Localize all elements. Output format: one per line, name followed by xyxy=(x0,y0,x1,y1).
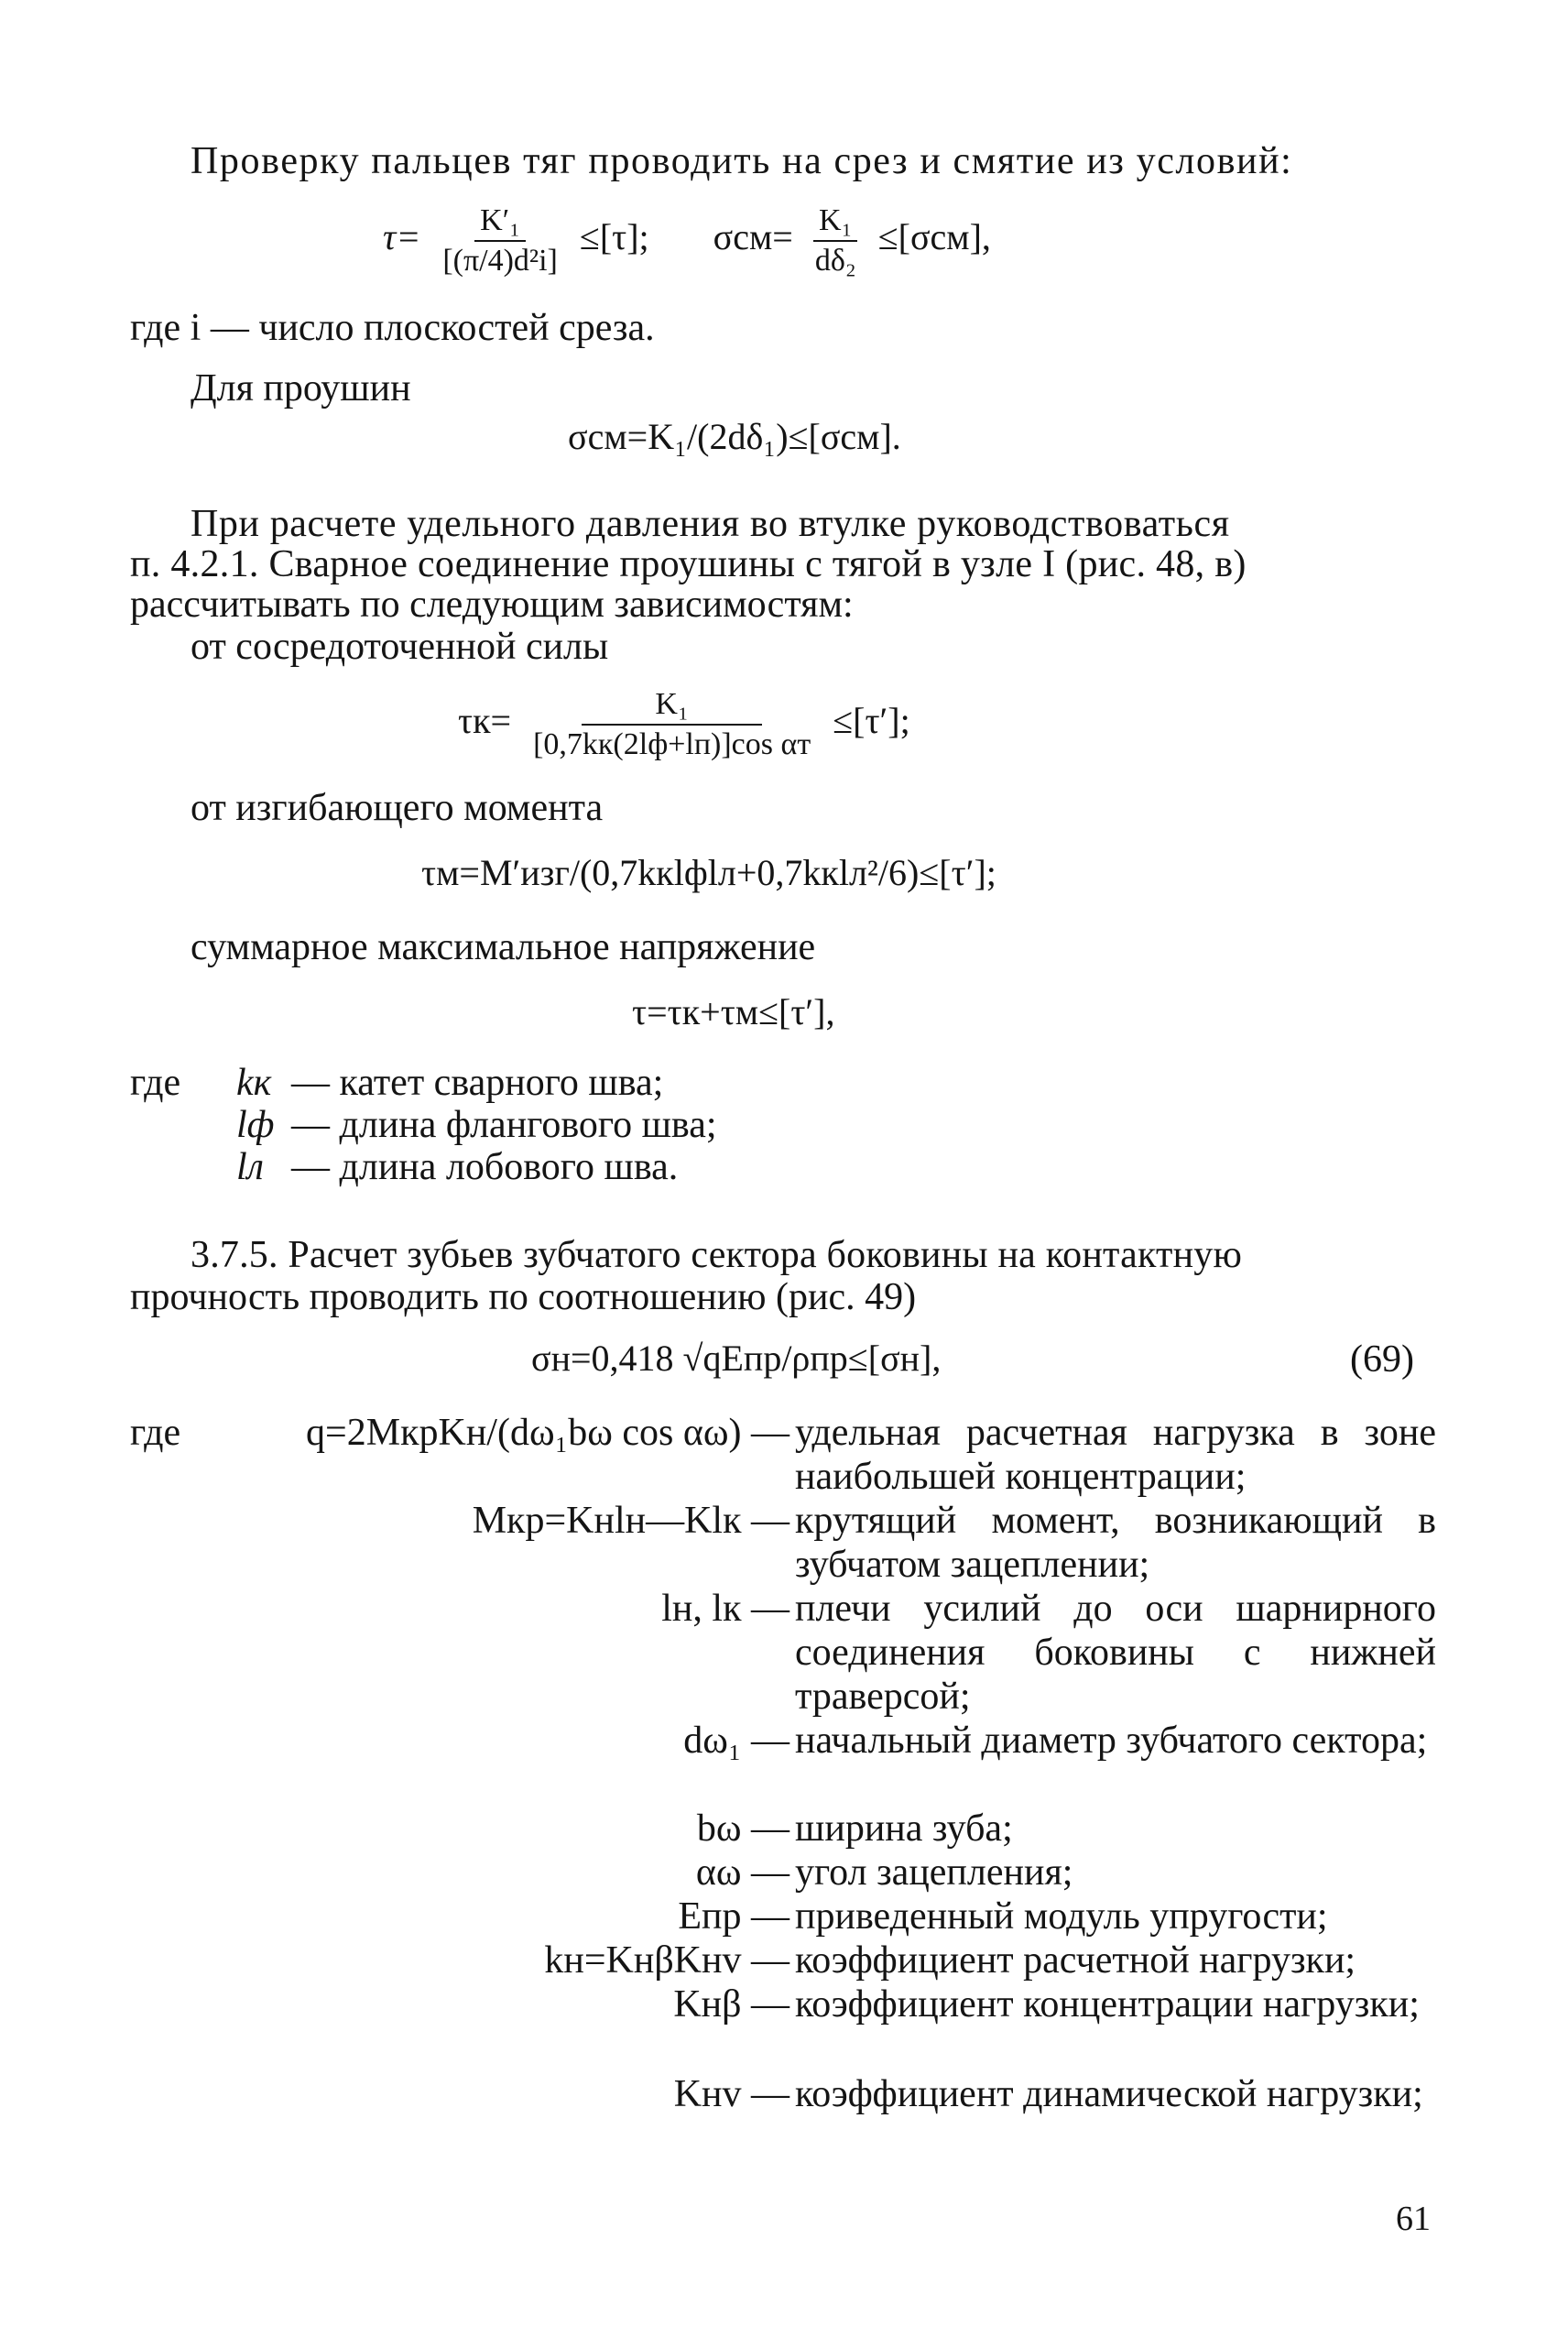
def-modulus-text: приведенный модуль упругости; xyxy=(795,1895,1328,1938)
bending-moment-label: от изгибающего момента xyxy=(191,787,604,829)
formula-shear-relation: ≤[τ]; xyxy=(579,216,649,258)
def-modulus-symbol: Eпр — xyxy=(678,1895,789,1938)
def-flank-text: — длина флангового шва; xyxy=(291,1104,717,1146)
def-concentration-symbol: Kнβ — xyxy=(673,1983,789,2026)
def-frontal-text: — длина лобового шва. xyxy=(291,1146,679,1188)
formula-lugs: σсм=K₁/(2dδ₁)≤[σсм]. xyxy=(568,416,901,457)
def-diameter-text: начальный диаметр зубчатого сектора; xyxy=(795,1720,1428,1762)
def-weld-leg-symbol: kк xyxy=(236,1062,272,1104)
formula-shear-numerator: K′₁ xyxy=(474,203,526,242)
def-load-factor-text: коэффициент расчетной нагрузки; xyxy=(795,1939,1356,1982)
formula-crush-fraction xyxy=(810,203,862,278)
lugs-label: Для проушин xyxy=(191,367,411,410)
def-angle-symbol: αω — xyxy=(695,1851,789,1894)
def-weld-leg-text: — катет сварного шва; xyxy=(291,1062,664,1104)
section-3-7-5-line-1: 3.7.5. Расчет зубьев зубчатого сектора боковины на контактную xyxy=(191,1234,1243,1276)
section-3-7-5-line-2: прочность проводить по соотношению (рис. 49) xyxy=(130,1276,917,1318)
formula-shear xyxy=(383,203,991,278)
def-mkr-text: крутящий момент, возникающий в зубчатом зацеплении; xyxy=(795,1500,1436,1586)
def-arms-symbol: lн, lк — xyxy=(661,1588,789,1630)
defs2-where: где xyxy=(130,1412,181,1454)
formula-tk-relation: ≤[τ′]; xyxy=(833,700,910,742)
def-concentration-text: коэффициент концентрации нагрузки; xyxy=(795,1983,1420,2026)
formula-tk-numerator: K₁ xyxy=(582,687,761,726)
def-dynamic-text: коэффициент динамической нагрузки; xyxy=(795,2073,1423,2115)
intro-line: Проверку пальцев тяг проводить на срез и смятие из условий: xyxy=(191,140,1293,182)
def-mkr-symbol: Mкр=Kнlн—Klк — xyxy=(472,1500,789,1542)
def-diameter-symbol: dω₁ — xyxy=(683,1720,789,1762)
def-arms-text: плечи усилий до оси шарнирного соединения боковины с нижней траверсой; xyxy=(795,1588,1436,1718)
formula-tk-denominator: [0,7kк(2lф+lп)]cos αт xyxy=(533,727,811,761)
formula-crush-lhs: σсм= xyxy=(713,216,793,258)
formula-shear-denominator: [(π/4)d²i] xyxy=(442,244,558,278)
defs1-where: где xyxy=(130,1062,181,1104)
total-stress-label: суммарное максимальное напряжение xyxy=(191,926,816,968)
page-number: 61 xyxy=(1396,2200,1431,2238)
formula-tk xyxy=(458,687,910,762)
def-width-symbol: bω — xyxy=(696,1807,789,1850)
def-angle-text: угол зацепления; xyxy=(795,1851,1073,1894)
formula-crush-relation: ≤[σсм], xyxy=(877,216,991,258)
paragraph-2-line-2: п. 4.2.1. Сварное соединение проушины с тягой в узле I (рис. 48, в) xyxy=(130,543,1247,585)
def-width-text: ширина зуба; xyxy=(795,1807,1013,1850)
paragraph-2-line-3: рассчитывать по следующим зависимостям: xyxy=(130,584,854,626)
def-q-text: удельная расчетная нагрузка в зоне наибольшей концентрации; xyxy=(795,1412,1436,1498)
def-load-factor-symbol: kн=KнβKнv — xyxy=(544,1939,789,1982)
concentrated-force-label: от сосредоточенной силы xyxy=(191,626,609,668)
formula-tk-lhs: τк= xyxy=(458,700,512,742)
equation-number: (69) xyxy=(1350,1338,1414,1381)
formula-tm: τм=M′изг/(0,7kкlфlл+0,7kкlл²/6)≤[τ′]; xyxy=(421,852,996,893)
formula-crush-numerator: K₁ xyxy=(813,203,857,242)
where-i-line: где i — число плоскостей среза. xyxy=(130,307,655,349)
formula-total: τ=τк+τм≤[τ′], xyxy=(632,991,835,1032)
def-flank-symbol: lф xyxy=(236,1104,275,1146)
formula-shear-fraction xyxy=(437,203,563,278)
paragraph-2-line-1: При расчете удельного давления во втулке руководствоваться xyxy=(191,503,1230,545)
formula-shear-lhs: τ= xyxy=(383,216,421,258)
def-q-symbol: q=2MкрKн/(dω₁bω cos αω) — xyxy=(306,1412,789,1454)
formula-tk-fraction xyxy=(528,687,816,762)
def-dynamic-symbol: Kнv — xyxy=(673,2073,789,2115)
formula-69: σн=0,418 √qEпр/ρпр≤[σн], xyxy=(531,1338,942,1379)
def-frontal-symbol: lл xyxy=(236,1146,264,1188)
formula-crush-denominator: dδ₂ xyxy=(814,244,856,278)
